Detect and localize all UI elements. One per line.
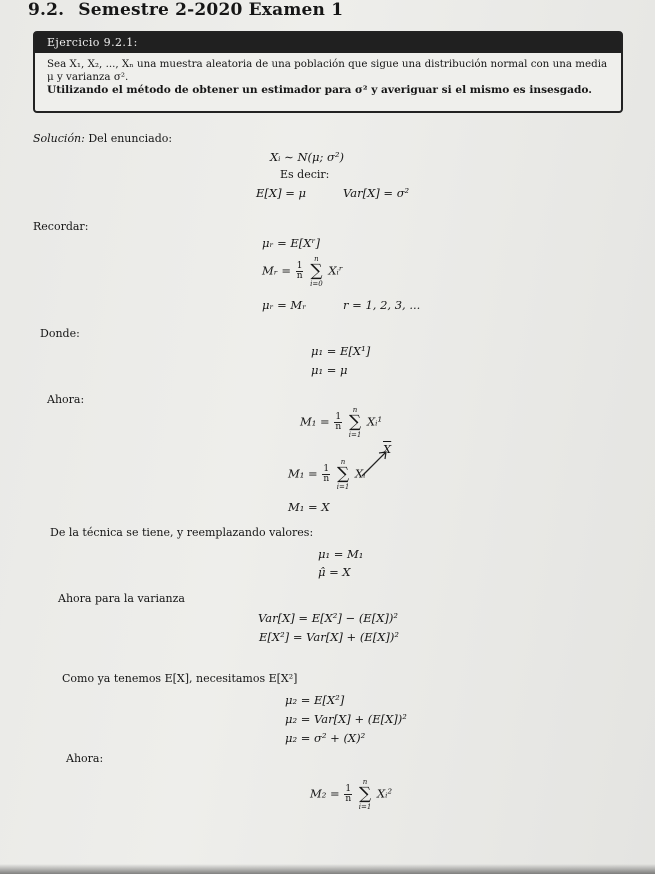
frac-den: n: [323, 474, 330, 484]
exercise-label: Ejercicio 9.2.1:: [35, 33, 621, 53]
mu-r-equals-m-r: μᵣ = Mᵣ: [262, 298, 307, 312]
sum-upper: n: [314, 255, 319, 263]
frac-num: 1: [335, 412, 342, 422]
m1-equals-xbar: [288, 500, 330, 514]
page-bottom-shadow: [0, 864, 655, 874]
sum-lower: i=1: [348, 431, 362, 439]
distribution-formula: Xᵢ ∼ N(μ; σ²): [270, 150, 344, 164]
r-values: r = 1, 2, 3, ...: [343, 298, 421, 312]
sum-upper: n: [362, 778, 368, 786]
ahora-varianza-text: Ahora para la varianza: [58, 592, 185, 605]
mu1-formula-b: μ₁ = μ: [311, 363, 348, 377]
expectation-formula: E[X] = μ: [256, 186, 306, 200]
ahora-text-1: Ahora:: [47, 393, 85, 406]
solution-intro-text: Del enunciado:: [88, 132, 173, 145]
mu-r-formula: μᵣ = E[Xʳ]: [262, 236, 320, 250]
summation-r: n ∑ i=0: [310, 255, 323, 288]
m-r-lhs: Mᵣ =: [262, 263, 292, 278]
solution-intro: [33, 132, 172, 145]
frac-num: 1: [345, 784, 352, 794]
frac-den: n: [335, 422, 342, 432]
frac-den: n: [296, 271, 303, 281]
ahora-text-2: Ahora:: [66, 752, 104, 765]
statement-line-2: μ y varianza σ².: [47, 71, 129, 83]
m1-eq-xbar-text: M₁ = X: [288, 500, 330, 514]
m1b-lhs: M₁ =: [288, 466, 318, 481]
sum-upper: n: [340, 458, 346, 466]
m1-term: Xᵢ¹: [366, 414, 383, 429]
mu1-formula-a: μ₁ = E[X¹]: [311, 344, 371, 358]
variance-formula: Var[X] = σ²: [343, 186, 410, 200]
section-number: 9.2.: [28, 0, 65, 20]
m2-term: Xᵢ²: [376, 786, 393, 801]
frac-num: 1: [296, 261, 303, 271]
solution-label: Solución:: [33, 132, 85, 145]
m1-formula: [300, 406, 382, 439]
sum-lower: i=1: [358, 803, 372, 811]
summation-1b: n ∑ i=1: [336, 458, 350, 491]
second-moment-definition: E[X²] = Var[X] + (E[X])²: [259, 630, 399, 644]
mu2-formula-a: μ₂ = E[X²]: [285, 693, 345, 707]
sum-lower: i=1: [336, 483, 350, 491]
xbar-annotation: $\overline{X}$: [383, 442, 392, 456]
es-decir-text: Es decir:: [280, 168, 330, 181]
m1-lhs: M₁ =: [300, 414, 330, 429]
m-r-term: Xᵢʳ: [328, 263, 343, 278]
m2-formula: [310, 778, 392, 811]
variance-definition: Var[X] = E[X²] − (E[X])²: [258, 611, 398, 625]
fraction-1-n: [296, 262, 304, 281]
mu1-equals-m1: μ₁ = M₁: [318, 547, 364, 561]
sum-lower: i=0: [310, 280, 323, 288]
summation-1: n ∑ i=1: [348, 406, 362, 439]
como-text: Como ya tenemos E[X], necesitamos E[X²]: [62, 672, 298, 685]
mu-hat-formula: μ̂ = X: [318, 565, 351, 579]
section-heading: [28, 0, 343, 20]
m-r-formula: [262, 255, 343, 288]
frac-den: n: [345, 794, 352, 804]
fraction-1-n: [322, 465, 330, 484]
donde-text: Donde:: [40, 327, 80, 340]
exercise-statement: [35, 53, 621, 97]
statement-line-1: Sea X₁, X₂, ..., Xₙ una muestra aleatoria de una población que sigue una distribución normal con una media: [47, 58, 608, 70]
statement-bold: Utilizando el método de obtener un estimador para σ² y averiguar si el mismo es insesgado.: [47, 84, 592, 96]
frac-num: 1: [323, 464, 330, 474]
recordar-text: Recordar:: [33, 220, 89, 233]
summation-2: n ∑ i=1: [358, 778, 372, 811]
fraction-1-n: [344, 785, 352, 804]
m1-formula-b: [288, 458, 365, 491]
exercise-box: [33, 31, 623, 113]
tecnica-text: De la técnica se tiene, y reemplazando valores:: [50, 526, 314, 539]
mu2-formula-b: μ₂ = Var[X] + (E[X])²: [285, 712, 407, 726]
fraction-1-n: [334, 413, 342, 432]
m2-lhs: M₂ =: [310, 786, 340, 801]
section-title: Semestre 2-2020 Examen 1: [78, 0, 344, 20]
mu2-formula-c: μ₂ = σ² + (X)²: [285, 731, 366, 745]
sum-upper: n: [352, 406, 358, 414]
m1b-term: Xᵢ: [354, 466, 366, 481]
